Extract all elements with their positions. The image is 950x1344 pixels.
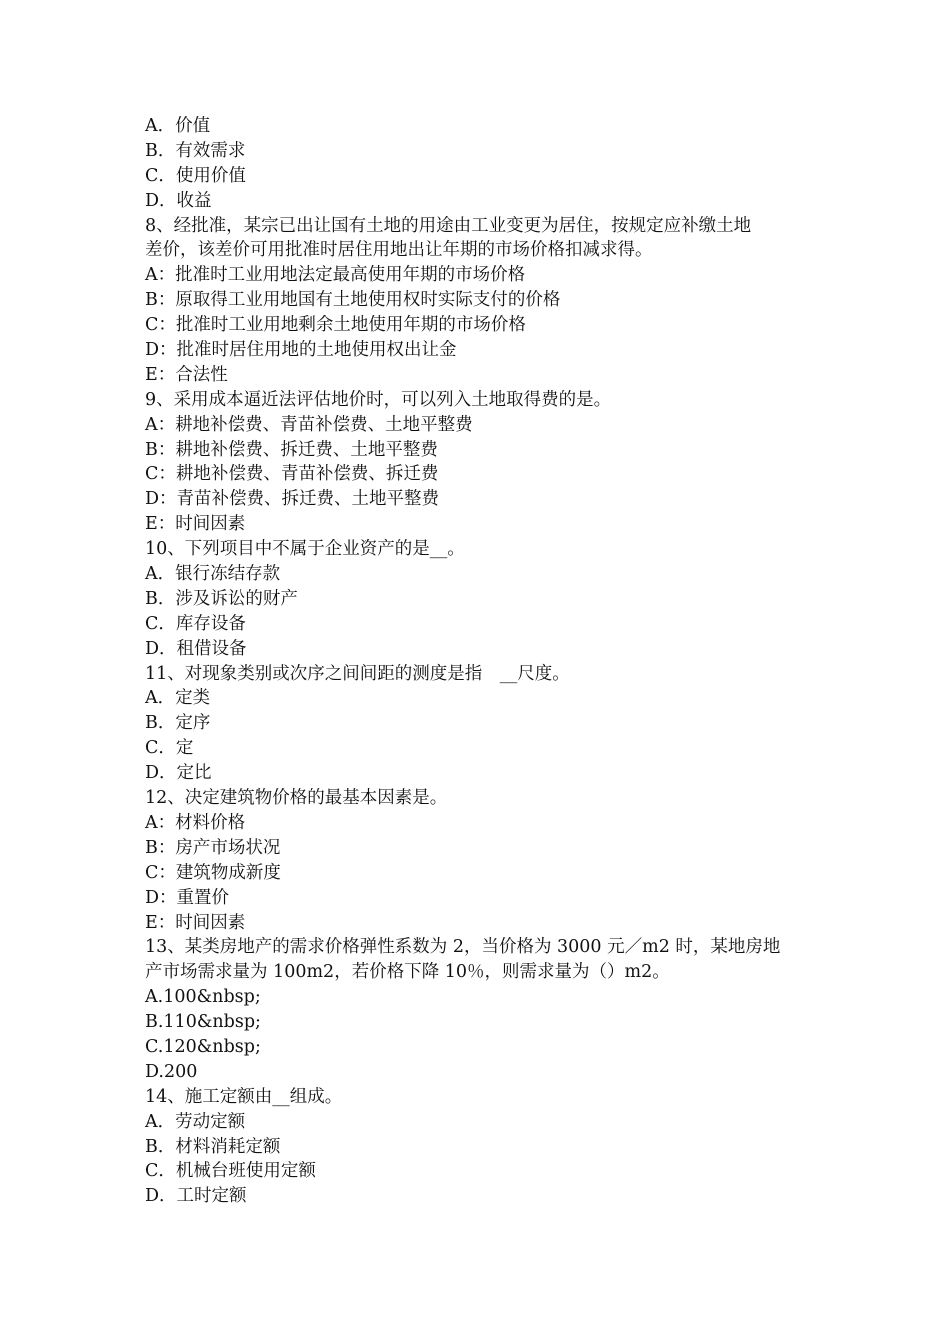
- text-line: D．租借设备: [145, 638, 247, 659]
- text-line: C：耕地补偿费、青苗补偿费、拆迁费: [145, 464, 439, 485]
- text-line: 11、对现象类别或次序之间间距的测度是指 __尺度。: [145, 663, 570, 684]
- text-line: D：青苗补偿费、拆迁费、土地平整费: [145, 489, 440, 510]
- text-line: 10、下列项目中不属于企业资产的是__。: [145, 539, 465, 560]
- text-line: 14、施工定额由__组成。: [145, 1086, 343, 1107]
- text-line: B：耕地补偿费、拆迁费、土地平整费: [145, 439, 438, 460]
- text-line: 差价，该差价可用批准时居住用地出让年期的市场价格扣减求得。: [145, 240, 653, 261]
- text-line: C.120&nbsp;: [145, 1036, 261, 1057]
- text-line: E：时间因素: [145, 514, 246, 535]
- text-line: 13、某类房地产的需求价格弹性系数为 2，当价格为 3000 元／m2 时，某地房地: [145, 937, 781, 958]
- text-line: A：耕地补偿费、青苗补偿费、土地平整费: [145, 414, 473, 435]
- document-body: [145, 114, 815, 1209]
- text-line: D．工时定额: [145, 1186, 247, 1207]
- text-line: B．定序: [145, 713, 211, 734]
- text-line: E：时间因素: [145, 912, 246, 933]
- text-line: A.100&nbsp;: [145, 987, 261, 1008]
- text-line: 9、采用成本逼近法评估地价时，可以列入土地取得费的是。: [145, 389, 612, 410]
- text-line: B．涉及诉讼的财产: [145, 588, 298, 609]
- text-line: E：合法性: [145, 364, 228, 385]
- text-line: 12、决定建筑物价格的最基本因素是。: [145, 788, 448, 809]
- text-line: C．库存设备: [145, 613, 246, 634]
- text-line: C．机械台班使用定额: [145, 1161, 316, 1182]
- text-line: C．使用价值: [145, 165, 246, 186]
- text-line: A．银行冻结存款: [145, 564, 281, 585]
- text-line: A：批准时工业用地法定最高使用年期的市场价格: [145, 265, 526, 286]
- text-line: B.110&nbsp;: [145, 1012, 261, 1033]
- text-line: B．有效需求: [145, 140, 246, 161]
- text-line: C．定: [145, 738, 194, 759]
- text-line: D：重置价: [145, 887, 230, 908]
- text-line: A：材料价格: [145, 812, 246, 833]
- text-line: 产市场需求量为 100m2，若价格下降 10％，则需求量为（）m2。: [145, 962, 670, 983]
- text-line: 8、经批准，某宗已出让国有土地的用途由工业变更为居住，按规定应补缴土地: [145, 215, 752, 236]
- text-line: A．定类: [145, 688, 211, 709]
- text-line: C：批准时工业用地剩余土地使用年期的市场价格: [145, 315, 526, 336]
- text-line: C：建筑物成新度: [145, 862, 281, 883]
- text-line: D．收益: [145, 190, 212, 211]
- text-line: D：批准时居住用地的土地使用权出让金: [145, 340, 457, 361]
- text-line: B．材料消耗定额: [145, 1136, 281, 1157]
- text-line: B：房产市场状况: [145, 837, 281, 858]
- text-line: B：原取得工业用地国有土地使用权时实际支付的价格: [145, 290, 561, 311]
- text-line: A．价值: [145, 116, 211, 136]
- text-line: D．定比: [145, 763, 212, 784]
- text-line: A．劳动定额: [145, 1111, 246, 1132]
- text-line: D.200: [145, 1061, 198, 1082]
